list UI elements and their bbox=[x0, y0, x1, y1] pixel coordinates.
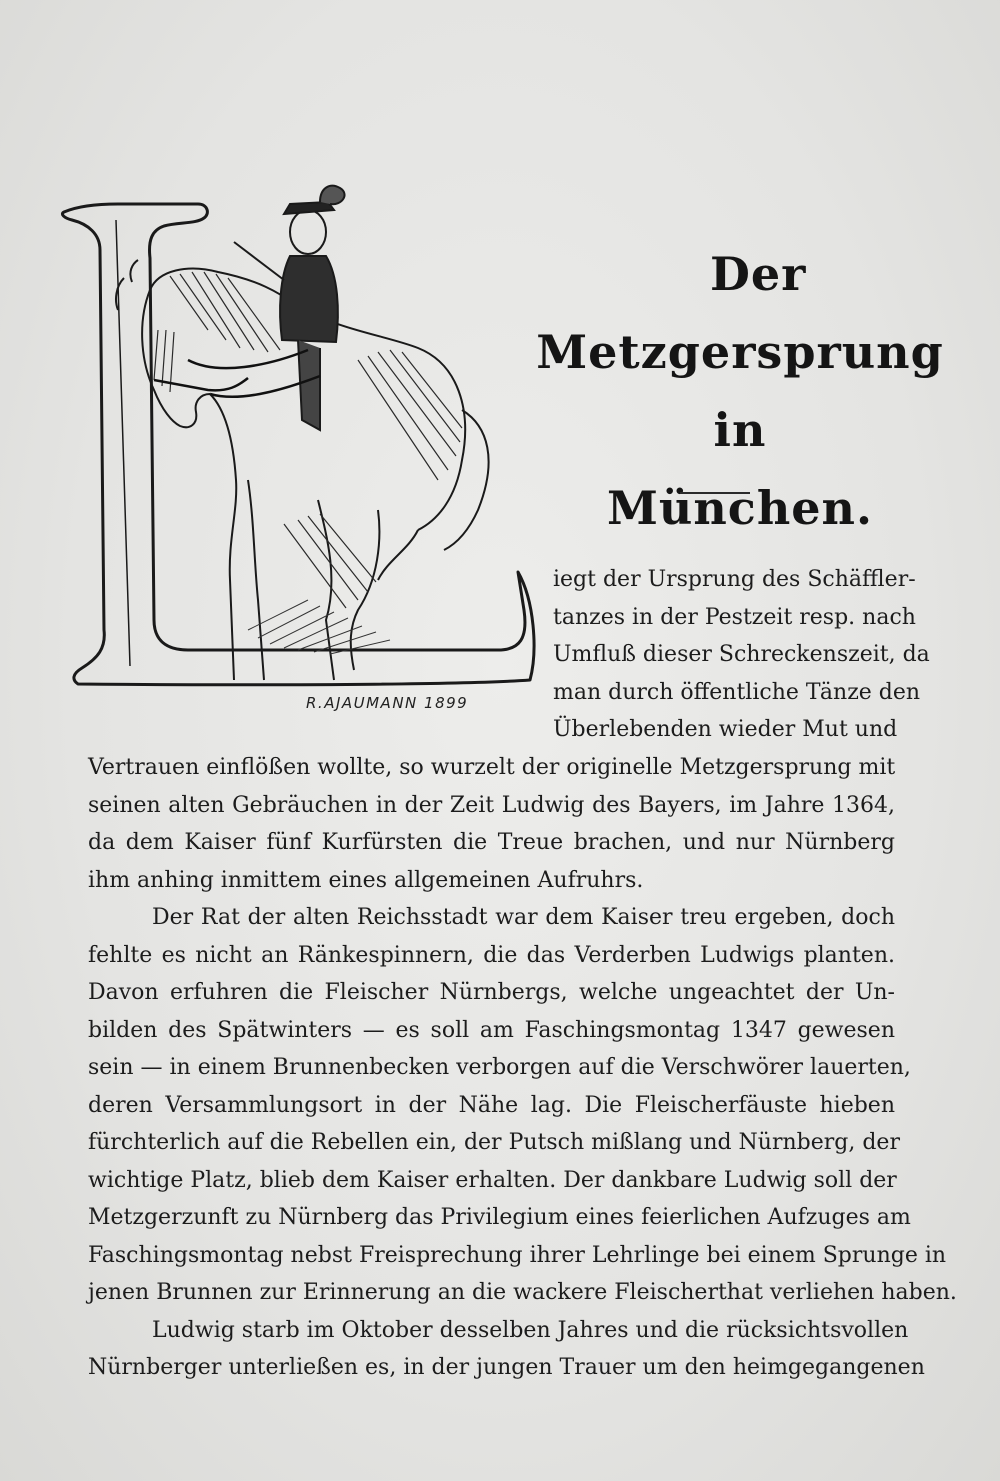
text-line: Überlebenden wieder Mut und bbox=[553, 717, 898, 742]
text-line: Vertrauen einflößen wollte, so wurzelt der originelle Metzgersprung mit bbox=[88, 755, 896, 780]
text-line: Ludwig starb im Oktober desselben Jahres und die rücksichtsvollen bbox=[152, 1317, 909, 1343]
text-line: da dem Kaiser fünf Kurfürsten die Treue brachen, und nur Nürnberg bbox=[88, 830, 895, 855]
text-line: Davon erfuhren die Fleischer Nürnbergs, welche ungeachtet der Un- bbox=[88, 980, 895, 1005]
text-line: iegt der Ursprung des Schäffler- bbox=[553, 567, 916, 592]
text-line: bilden des Spätwinters — es soll am Faschingsmontag 1347 gewesen bbox=[88, 1017, 895, 1043]
text-line: Faschingsmontag nebst Freisprechung ihrer Lehrlinge bei einem Sprunge in bbox=[88, 1242, 947, 1268]
text-line: seinen alten Gebräuchen in der Zeit Ludwig des Bayers, im Jahre 1364, bbox=[88, 792, 895, 818]
page-title bbox=[520, 235, 960, 547]
text-line: Metzgerzunft zu Nürnberg das Privilegium eines feierlichen Aufzuges am bbox=[88, 1205, 911, 1230]
text-line: fürchterlich auf die Rebellen ein, der Putsch mißlang und Nürnberg, der bbox=[88, 1130, 900, 1155]
decorated-initial-illustration bbox=[58, 180, 540, 720]
text-line: wichtige Platz, blieb dem Kaiser erhalten. Der dankbare Ludwig soll der bbox=[88, 1167, 897, 1193]
text-line: ihm anhing inmittem eines allgemeinen Aufruhrs. bbox=[88, 867, 644, 893]
text-line: Umfluß dieser Schreckenszeit, da bbox=[553, 642, 930, 667]
text-line: Der Rat der alten Reichsstadt war dem Kaiser treu ergeben, doch bbox=[152, 905, 895, 930]
title-divider bbox=[680, 492, 750, 494]
text-line: man durch öffentliche Tänze den bbox=[553, 679, 921, 705]
text-line: sein — in einem Brunnenbecken verborgen auf die Verschwörer lauerten, bbox=[88, 1055, 911, 1080]
text-line: fehlte es nicht an Ränkespinnern, die das Verderben Ludwigs planten. bbox=[88, 942, 895, 968]
body-text bbox=[88, 749, 957, 1387]
title-line-3: München. bbox=[607, 481, 873, 535]
title-line-1: Der bbox=[710, 247, 807, 301]
text-line: jenen Brunnen zur Erinnerung an die wackere Fleischerthat verliehen haben. bbox=[88, 1280, 957, 1305]
text-line: Nürnberger unterließen es, in der jungen Trauer um den heimgegangenen bbox=[88, 1355, 925, 1380]
text-line: deren Versammlungsort in der Nähe lag. Die Fleischerfäuste hieben bbox=[88, 1092, 895, 1118]
artist-signature: R.AJAUMANN 1899 bbox=[306, 694, 469, 712]
wrapped-paragraph bbox=[553, 561, 930, 749]
title-line-2: Metzgersprung in bbox=[536, 325, 944, 457]
text-line: tanzes in der Pestzeit resp. nach bbox=[553, 604, 916, 630]
